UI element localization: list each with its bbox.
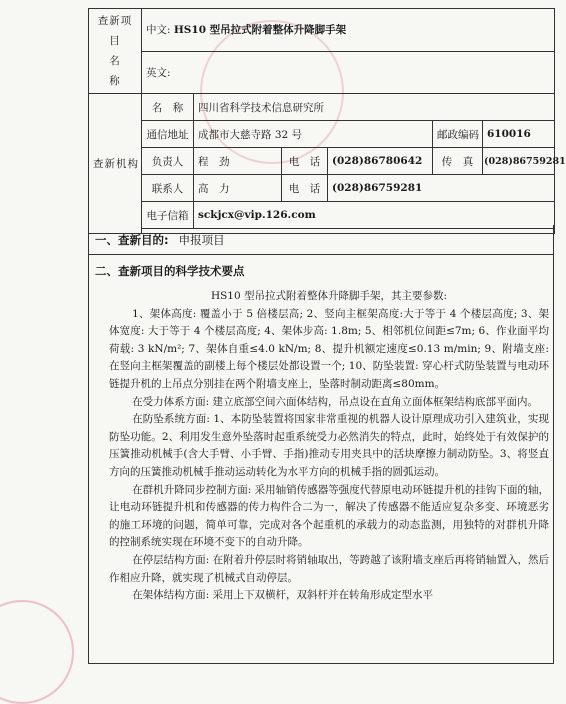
phone2-label: 电 话 bbox=[282, 175, 328, 202]
purpose-title-row bbox=[95, 232, 225, 248]
tech-body bbox=[109, 288, 549, 605]
fax-label: 传 真 bbox=[433, 148, 483, 175]
tech-paragraph-5: 在停层结构方面: 在附着升停层时将销轴取出，等跨越了该附墙支座后再将销轴置入，然后作相应升降，就实现了机械式自动停层。 bbox=[109, 553, 549, 584]
tech-paragraph-4: 在群机升降同步控制方面: 采用轴销传感器等强度代替原电动环链提升机的挂钩下面的轴，让电动环链提升机和传感器的传力构件合二为一，解决了传感器不能适应复杂多变、环境恶劣的施工环境的问题，简单可靠，完成对各个起重机的承载力的动态监测，用独特的对群机升降的控制系统实现在环境不变下的自动升降。 bbox=[109, 483, 549, 549]
postcode-value: 610016 bbox=[483, 121, 555, 148]
project-cn-value: HS10 型吊拉式附着整体升降脚手架 bbox=[173, 24, 347, 37]
phone-label: 电 话 bbox=[282, 148, 328, 175]
purpose-title: 一、查新目的: bbox=[95, 233, 169, 247]
person-value: 程 劲 bbox=[194, 148, 282, 175]
tech-paragraph-6: 在架体结构方面: 采用上下双横杆，双斜杆并在转角形成定型水平 bbox=[132, 589, 433, 602]
postcode-label: 邮政编码 bbox=[433, 121, 483, 148]
tech-paragraph-3: 在防坠系统方面: 1、本防坠装置将国家非常重视的机器人设计原理成功引入建筑业，实现防坠功能。2、利用发生意外坠落时起重系统受力必然消失的特点，此时，始终处于有效保护的压簧推动机械手(含大手臂、小手臂、手指)推动专用夹具中的活块摩擦力制动防坠。3、将竖直方向的压簧推动机械手推动运动转化为水平方向的机械手指的圆弧运动。 bbox=[109, 413, 549, 478]
tech-title: 二、查新项目的科学技术要点 bbox=[95, 264, 245, 278]
phone2-value: (028)86759281 bbox=[328, 175, 555, 202]
project-cn-cell bbox=[142, 9, 555, 52]
purpose-value: 申报项目 bbox=[178, 233, 225, 247]
phone-value: (028)86780642 bbox=[328, 148, 433, 175]
name-value: 四川省科学技术信息研究所 bbox=[194, 94, 555, 121]
name-label: 名 称 bbox=[142, 94, 194, 121]
contact-value: 高 力 bbox=[194, 175, 282, 202]
info-table bbox=[88, 8, 566, 234]
purpose-section bbox=[88, 225, 554, 255]
fax-value: (028)86759281 bbox=[483, 148, 555, 175]
address-label: 通信地址 bbox=[142, 121, 194, 148]
project-en-cell bbox=[142, 51, 555, 94]
tech-paragraph-1: 1、架体高度: 覆盖小于 5 倍楼层高; 2、竖向主框架高度:大于等于 4 个楼层高度; 3、架体宽度: 大于等于 4 个楼层高度; 4、架体步高: 1.8m; 5、相邻机位间距≤7m; 6、作业面平均荷载: 3 kN/m²; 7、架体自重≤4.0 kN/m; 8、提升机额定速度≤0.13 m/min; 9、附墙支座: 在竖向主框架覆盖的副楼上每个楼层处都设置一个; 10、防坠装置: 穿心杆式防坠装置与电动环链提升机的上吊点分别挂在两个附墙支座上，坠落时制动距离≤80mm。 bbox=[109, 307, 549, 390]
project-name-label: 查新项目 名 称 bbox=[89, 9, 142, 94]
project-en-label: 英文: bbox=[146, 66, 171, 79]
agency-label: 查新机构 bbox=[89, 94, 142, 234]
stamp-mark bbox=[0, 600, 74, 704]
person-label: 负责人 bbox=[142, 148, 194, 175]
tech-paragraph-2: 在受力体系方面: 建立底部空间六面体结构，吊点设在直角立面体框架结构底部平面内。 bbox=[132, 395, 538, 408]
contact-label: 联系人 bbox=[142, 175, 194, 202]
email-value: sckjcx@vip.126.com bbox=[194, 202, 555, 229]
address-value: 成都市大慈寺路 32 号 bbox=[194, 121, 433, 148]
tech-section bbox=[88, 255, 554, 664]
project-cn-label: 中文: bbox=[146, 24, 171, 37]
tech-paragraph-0: HS10 型吊拉式附着整体升降脚手架，其主要参数: bbox=[210, 290, 448, 302]
email-label: 电子信箱 bbox=[142, 202, 194, 229]
